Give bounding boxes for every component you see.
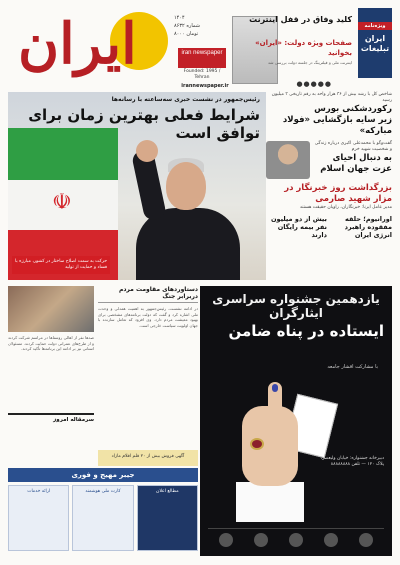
hero-kicker: رئیس‌جمهور در نشست خبری سه‌ساعته با رسانه‌ها (111, 96, 260, 103)
banner-cell: کارت ملی هوشمند (72, 485, 133, 551)
hero-headline[interactable]: شرایط فعلی بهترین زمان برای توافق است (28, 106, 260, 142)
sponsor-logo-icon (254, 533, 268, 547)
interview-note: گفت‌وگو با محمدعلی اکبری درباره زندگی و شخصیت شهید خرم (314, 141, 392, 152)
bourse-headline[interactable]: رکوردشکنی بورس (314, 104, 392, 114)
portrait-thumbnail (266, 141, 310, 179)
journalist-day-headline[interactable]: بزرگداشت روز خبرنگار در مزار شهید صارمی (284, 183, 392, 204)
newspaper-logo: ایران (18, 11, 137, 77)
issue-meta: ۱۴۰۴ شماره ۸۶۳۲ ۸۰۰۰ تومان (174, 15, 200, 37)
masthead-headline[interactable]: کلید وفاق در قفل اینترنت (249, 15, 352, 24)
masthead (8, 8, 392, 92)
supplement-title: ایران تبلیغات (360, 34, 390, 53)
right-lower-grid (266, 215, 392, 239)
left-column-text: صدها نفر از اهالی روستاها در مراسم شرکت کردند و از طرح‌های عمرانی دولت حمایت کردند. مسئولان استانی نیز بر ادامه این برنامه‌ها تأکید کردند. (8, 335, 94, 351)
hero-story[interactable] (8, 92, 266, 280)
banner-cell: مطالع اعلان (137, 485, 198, 551)
supplement-tag: ویژه‌نامه (358, 22, 392, 30)
masthead-subheadline: صفحات ویژه دولت: «ایران» بخوانید (255, 39, 352, 57)
center-column-text: در ادامه نشست، رئیس‌جمهور به اهمیت همدلی و وحدت ملی اشاره کرد و گفت که دولت برنامه‌های مشخصی برای بهبود معیشت مردم دارد. وی افزود که تعامل سازنده با جهان اولویت سیاست خارجی است. (98, 306, 198, 328)
ad-subtitle: ایستاده در پناه ضامن (228, 322, 384, 340)
sponsor-logo-icon (289, 533, 303, 547)
festival-advertisement[interactable] (200, 286, 392, 556)
bottom-banner-ad[interactable] (8, 468, 198, 558)
sponsor-logos (208, 528, 384, 550)
bourse-lead: شاخص کل با رشد بیش از ۳۶ هزار واحد به رقم تاریخی ۳ میلیون رسید (271, 92, 392, 103)
editorial-title: سرمقاله امروز (53, 417, 94, 423)
emblem-icon: ☫ (52, 189, 72, 215)
supplement-logo (358, 8, 392, 78)
uranium-headline[interactable]: اورانیوم؛ حلقه مفقوده راهبرد انرژی ایران (344, 215, 392, 239)
bourse-headline-2[interactable]: زیر سایه بازگشایی «فولاد مبارکه» (282, 115, 392, 136)
social-icons: ●●●●● (296, 80, 332, 88)
center-column-title[interactable]: دستاوردهای مقاومت مردم دربرابر جنگ (98, 286, 198, 303)
banner-title: جیبر مهیج و فوری (8, 468, 198, 482)
insurance-headline[interactable]: بیش از دو میلیون نفر بیمه‌ رایگان دارند (270, 215, 327, 239)
hero-caption: حرکت به سمت اصلاح ساختار در کشور، مبارزه با فساد و حمایت از تولید (12, 256, 110, 274)
right-news-column (266, 92, 392, 280)
islam-headline[interactable]: به دنبال احیای عزت جهان اسلام (320, 153, 392, 174)
masthead-body: اینترنت ملی و فیلترینگ در جلسه دولت بررسی شد (267, 60, 352, 65)
president-photo (118, 140, 258, 280)
crowd-photo (8, 286, 94, 332)
voting-hand-illustration (220, 382, 320, 522)
banner-row (8, 485, 198, 551)
ad-title: یازدهمین جشنواره سراسری ایثارگران (212, 292, 380, 320)
sponsor-logo-icon (324, 533, 338, 547)
english-badge: iran newspaper (178, 48, 226, 68)
sponsor-logo-icon (219, 533, 233, 547)
ring-icon (250, 438, 264, 450)
sponsor-logo-icon (359, 533, 373, 547)
editorial-box[interactable] (8, 413, 94, 423)
sale-notice[interactable]: آگهی فروش بیش از ۲۰ قلم اقلام مازاد (98, 450, 198, 466)
ad-small-text: با مشارکت اقشار جامعه (327, 364, 378, 370)
banner-cell: ارائه خدمات (8, 485, 69, 551)
badge-subtitle: Founded: 1995 / Tehran (183, 69, 221, 80)
center-lower-column (98, 286, 198, 466)
ad-info: دبیرخانه جشنواره: خیابان ولیعصر، پلاک ۱۲۰ — تلفن ۸۸۸۸۸۸۸۸ (320, 456, 384, 467)
journalist-day-sub: مدیر عامل ایرنا: خبرنگاران، راویان حقیقت هستند (299, 205, 392, 210)
website-link[interactable]: irannewspaper.ir (181, 83, 229, 89)
